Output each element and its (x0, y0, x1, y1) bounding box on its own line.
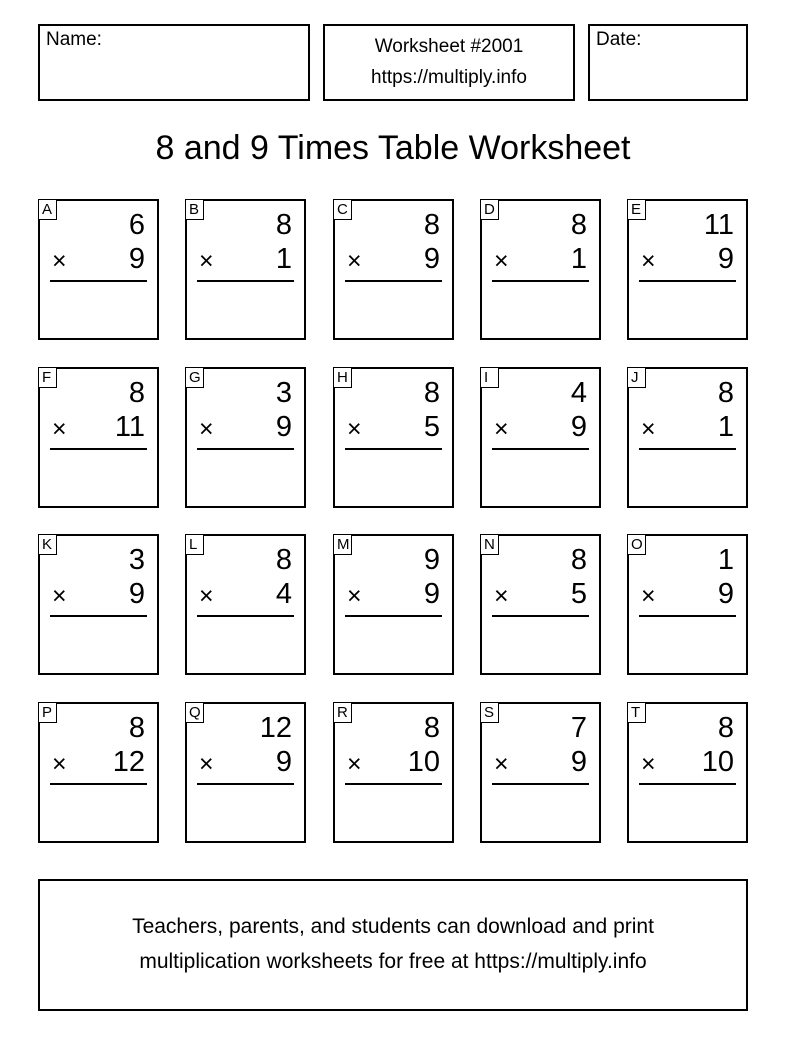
answer-line (197, 615, 294, 617)
multiplicand: 8 (423, 209, 440, 241)
answer-line (50, 448, 147, 450)
multiplicand: 8 (570, 544, 587, 576)
answer-line (639, 783, 736, 785)
multiplier: 5 (423, 411, 440, 443)
multiplicand: 8 (128, 377, 145, 409)
multiplier: 1 (717, 411, 734, 443)
times-sign: × (494, 750, 509, 778)
multiplier: 9 (717, 578, 734, 610)
answer-line (639, 280, 736, 282)
times-sign: × (52, 247, 67, 275)
multiplicand: 8 (570, 209, 587, 241)
problem-cell[interactable] (38, 367, 159, 508)
problem-letter: B (185, 199, 204, 220)
problem-cell[interactable] (185, 534, 306, 675)
multiplier: 9 (570, 411, 587, 443)
multiplicand: 8 (128, 712, 145, 744)
answer-line (492, 783, 589, 785)
multiplicand: 7 (570, 712, 587, 744)
multiplicand: 8 (275, 544, 292, 576)
worksheet-number: Worksheet #2001 (374, 36, 524, 57)
name-label: Name: (46, 29, 102, 50)
problem-letter: Q (185, 702, 204, 723)
problem-cell[interactable] (480, 199, 601, 340)
problem-letter: C (333, 199, 352, 220)
date-label: Date: (596, 29, 642, 50)
multiplicand: 8 (423, 712, 440, 744)
date-field[interactable] (588, 24, 748, 101)
multiplicand: 8 (717, 377, 734, 409)
times-sign: × (52, 582, 67, 610)
answer-line (345, 615, 442, 617)
answer-line (492, 448, 589, 450)
times-sign: × (641, 750, 656, 778)
times-sign: × (199, 750, 214, 778)
multiplicand: 9 (423, 544, 440, 576)
multiplier: 10 (701, 746, 734, 778)
multiplicand: 8 (717, 712, 734, 744)
problem-cell[interactable] (480, 367, 601, 508)
multiplicand: 11 (703, 209, 734, 241)
problem-letter: S (480, 702, 499, 723)
times-sign: × (52, 415, 67, 443)
problem-cell[interactable] (627, 199, 748, 340)
multiplicand: 4 (570, 377, 587, 409)
problem-cell[interactable] (185, 199, 306, 340)
multiplier: 11 (114, 411, 145, 443)
multiplier: 9 (717, 243, 734, 275)
multiplicand: 8 (423, 377, 440, 409)
footer-box (38, 879, 748, 1011)
times-sign: × (347, 247, 362, 275)
problem-cell[interactable] (333, 702, 454, 843)
answer-line (50, 783, 147, 785)
multiplier: 4 (275, 578, 292, 610)
multiplicand: 12 (259, 712, 292, 744)
problem-cell[interactable] (627, 367, 748, 508)
multiplier: 9 (423, 578, 440, 610)
times-sign: × (494, 582, 509, 610)
times-sign: × (199, 247, 214, 275)
problem-letter: O (627, 534, 646, 555)
problem-letter: J (627, 367, 646, 388)
times-sign: × (494, 415, 509, 443)
problem-letter: N (480, 534, 499, 555)
multiplier: 9 (128, 243, 145, 275)
problem-letter: M (333, 534, 352, 555)
answer-line (345, 448, 442, 450)
problem-letter: L (185, 534, 204, 555)
problem-cell[interactable] (627, 702, 748, 843)
times-sign: × (641, 247, 656, 275)
multiplicand: 6 (128, 209, 145, 241)
footer-line-1: Teachers, parents, and students can download and print (132, 915, 654, 938)
answer-line (639, 448, 736, 450)
problem-cell[interactable] (38, 534, 159, 675)
worksheet-info-box (323, 24, 575, 101)
problem-grid (38, 199, 748, 841)
answer-line (639, 615, 736, 617)
times-sign: × (494, 247, 509, 275)
times-sign: × (199, 415, 214, 443)
worksheet-url: https://multiply.info (371, 67, 527, 88)
problem-letter: P (38, 702, 57, 723)
times-sign: × (199, 582, 214, 610)
problem-cell[interactable] (627, 534, 748, 675)
worksheet-title: 8 and 9 Times Table Worksheet (155, 129, 631, 167)
times-sign: × (641, 415, 656, 443)
problem-letter: G (185, 367, 204, 388)
answer-line (50, 280, 147, 282)
multiplier: 9 (570, 746, 587, 778)
multiplicand: 1 (717, 544, 734, 576)
multiplicand: 3 (275, 377, 292, 409)
problem-cell[interactable] (185, 367, 306, 508)
times-sign: × (347, 750, 362, 778)
answer-line (345, 280, 442, 282)
answer-line (197, 783, 294, 785)
problem-cell[interactable] (333, 199, 454, 340)
problem-letter: R (333, 702, 352, 723)
problem-cell[interactable] (38, 702, 159, 843)
answer-line (492, 615, 589, 617)
answer-line (197, 448, 294, 450)
problem-cell[interactable] (480, 702, 601, 843)
multiplier: 1 (275, 243, 292, 275)
times-sign: × (347, 582, 362, 610)
problem-cell[interactable] (333, 534, 454, 675)
problem-letter: D (480, 199, 499, 220)
times-sign: × (347, 415, 362, 443)
multiplier: 5 (570, 578, 587, 610)
problem-letter: H (333, 367, 352, 388)
multiplier: 9 (275, 411, 292, 443)
problem-letter: A (38, 199, 57, 220)
multiplier: 9 (128, 578, 145, 610)
problem-cell[interactable] (480, 534, 601, 675)
problem-cell[interactable] (185, 702, 306, 843)
times-sign: × (52, 750, 67, 778)
answer-line (197, 280, 294, 282)
answer-line (50, 615, 147, 617)
problem-letter: F (38, 367, 57, 388)
problem-letter: E (627, 199, 646, 220)
multiplicand: 3 (128, 544, 145, 576)
problem-cell[interactable] (38, 199, 159, 340)
multiplier: 10 (407, 746, 440, 778)
problem-letter: I (480, 367, 499, 388)
answer-line (345, 783, 442, 785)
problem-cell[interactable] (333, 367, 454, 508)
problem-letter: K (38, 534, 57, 555)
times-sign: × (641, 582, 656, 610)
name-field[interactable] (38, 24, 310, 101)
multiplier: 9 (275, 746, 292, 778)
problem-letter: T (627, 702, 646, 723)
answer-line (492, 280, 589, 282)
multiplier: 1 (570, 243, 587, 275)
footer-line-2: multiplication worksheets for free at https://multiply.info (139, 950, 647, 973)
multiplier: 12 (112, 746, 145, 778)
multiplicand: 8 (275, 209, 292, 241)
multiplier: 9 (423, 243, 440, 275)
